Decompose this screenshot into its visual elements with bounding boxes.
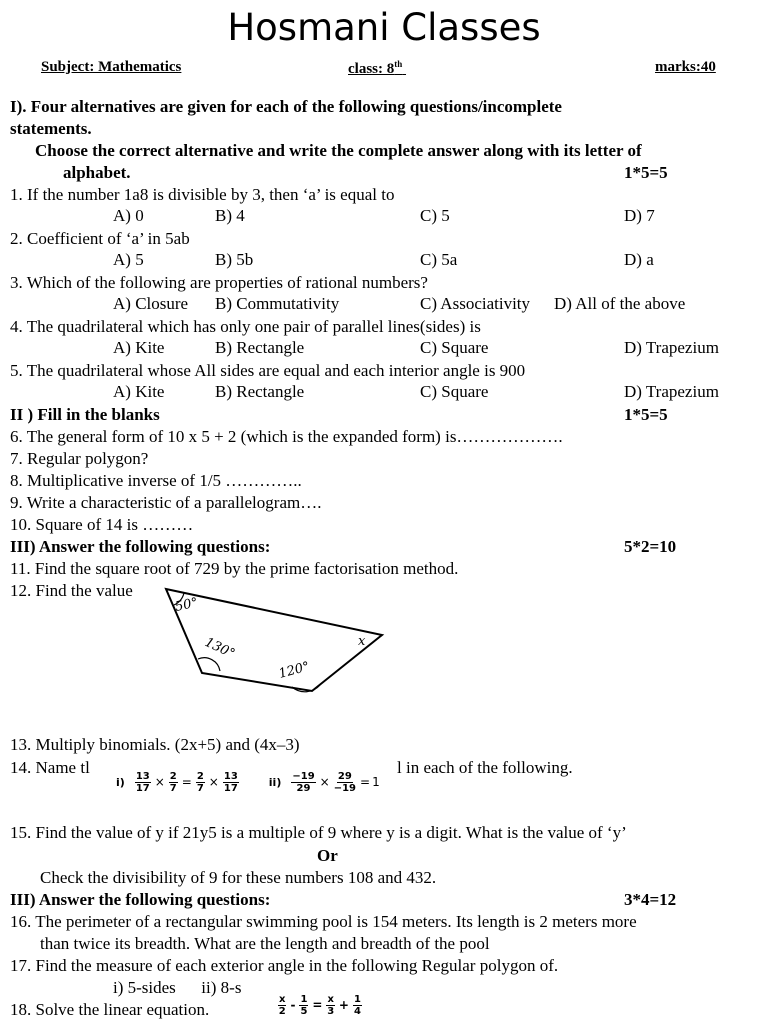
quadrilateral-figure <box>152 583 392 703</box>
q3-option-b: B) Commutativity <box>215 294 340 313</box>
q1-option-c: C) 5 <box>420 206 450 225</box>
q5-option-a: A) Kite <box>113 382 165 401</box>
question-13: 13. Multiply binomials. (2x+5) and (4x–3) <box>10 735 300 754</box>
question-1: 1. If the number 1a8 is divisible by 3, then ‘a’ is equal to <box>10 185 395 204</box>
denominator: 17 <box>223 782 238 794</box>
subject-label: Subject: Mathematics <box>41 59 182 75</box>
numerator: x <box>279 993 286 1005</box>
times-symbol: × <box>208 775 219 789</box>
section1-instruction-line2: alphabet. <box>63 163 131 182</box>
section3-marks: 5*2=10 <box>624 537 677 556</box>
marks-label: marks:40 <box>655 59 716 75</box>
numerator: 1 <box>353 993 361 1005</box>
section1-heading-line2: statements. <box>10 119 92 138</box>
fill-blank-6: 6. The general form of 10 x 5 + 2 (which is the expanded form) is………………. <box>10 427 563 446</box>
question-12: 12. Find the value <box>10 581 133 600</box>
fraction <box>278 994 286 1017</box>
q14-expression <box>116 765 386 799</box>
numerator: x <box>327 993 334 1005</box>
question-16-line2: than twice its breadth. What are the length and breadth of the pool <box>40 934 490 953</box>
question-16-line1: 16. The perimeter of a rectangular swimming pool is 154 meters. Its length is 2 meters more <box>10 912 637 931</box>
q1-option-d: D) 7 <box>624 206 655 225</box>
fraction <box>326 994 334 1017</box>
numerator: 29 <box>337 770 352 782</box>
question-17-options: i) 5-sides ii) 8-s <box>113 978 242 997</box>
q5-option-d: D) Trapezium <box>624 382 719 401</box>
q4-option-b: B) Rectangle <box>215 338 305 357</box>
question-18: 18. Solve the linear equation. <box>10 1000 210 1019</box>
q3-option-a: A) Closure <box>113 294 189 313</box>
fraction <box>334 771 356 794</box>
section1-instruction-line1: Choose the correct alternative and write the complete answer along with its letter of <box>35 141 642 160</box>
fill-blank-8: 8. Multiplicative inverse of 1/5 ………….. <box>10 471 302 490</box>
q14-part-i-label: i) <box>116 775 125 789</box>
q3-option-d: D) All of the above <box>554 294 686 313</box>
denominator: 7 <box>169 782 177 794</box>
question-14-end: l in each of the following. <box>397 758 573 777</box>
fill-blank-7: 7. Regular polygon? <box>10 449 149 468</box>
q2-option-b: B) 5b <box>215 250 254 269</box>
fraction <box>135 771 151 794</box>
times-symbol: × <box>319 775 330 789</box>
fraction <box>299 994 308 1017</box>
q5-option-b: B) Rectangle <box>215 382 305 401</box>
q1-option-b: B) 4 <box>215 206 245 225</box>
q4-option-c: C) Square <box>420 338 489 357</box>
plus-symbol: + <box>338 998 349 1012</box>
q18-expression <box>272 988 368 1022</box>
angle-130-label: 130° <box>202 635 238 662</box>
minus-symbol: - <box>290 998 296 1012</box>
question-14-start: 14. Name tl <box>10 758 90 777</box>
denominator: 5 <box>300 1005 308 1017</box>
numerator: 2 <box>196 770 204 782</box>
section1-marks: 1*5=5 <box>624 163 668 182</box>
equals-symbol: = <box>181 775 192 789</box>
q4-option-a: A) Kite <box>113 338 165 357</box>
denominator: 2 <box>278 1005 286 1017</box>
question-2: 2. Coefficient of ‘a’ in 5ab <box>10 229 190 248</box>
question-15: 15. Find the value of y if 21y5 is a multiple of 9 where y is a digit. What is the value of ‘y’ <box>10 823 627 842</box>
class-text: class: 8 <box>348 61 395 77</box>
angle-x-label: x <box>358 634 366 649</box>
question-5: 5. The quadrilateral whose All sides are equal and each interior angle is 900 <box>10 361 526 380</box>
q14-part-ii-label: ii) <box>268 775 282 789</box>
question-11: 11. Find the square root of 729 by the prime factorisation method. <box>10 559 459 578</box>
q2-option-d: D) a <box>624 250 654 269</box>
equals-symbol: = <box>312 998 323 1012</box>
q2-option-c: C) 5a <box>420 250 458 269</box>
fraction <box>353 994 362 1017</box>
q14-ii-result: 1 <box>372 775 380 789</box>
fraction <box>291 771 315 794</box>
question-15-alternative: Check the divisibility of 9 for these numbers 108 and 432. <box>40 868 437 887</box>
fraction <box>169 771 178 794</box>
class-label <box>348 59 406 78</box>
equals-symbol: = <box>360 775 371 789</box>
q5-option-c: C) Square <box>420 382 489 401</box>
question-4: 4. The quadrilateral which has only one pair of parallel lines(sides) is <box>10 317 481 336</box>
section2-marks: 1*5=5 <box>624 405 668 424</box>
denominator: 17 <box>135 782 150 794</box>
numerator: 13 <box>135 770 150 782</box>
q1-option-a: A) 0 <box>113 206 144 225</box>
denominator: 3 <box>327 1005 335 1017</box>
section1-heading-line1: I). Four alternatives are given for each of the following questions/incomplete <box>10 97 562 116</box>
fill-blank-10: 10. Square of 14 is ……… <box>10 515 194 534</box>
section2-heading: II ) Fill in the blanks <box>10 405 160 424</box>
denominator: −19 <box>333 782 357 794</box>
section4-heading: III) Answer the following questions: <box>10 890 271 909</box>
numerator: 13 <box>223 770 238 782</box>
denominator: 7 <box>196 782 204 794</box>
denominator: 29 <box>296 782 311 794</box>
class-superscript: th <box>394 59 403 69</box>
question-3: 3. Which of the following are properties of rational numbers? <box>10 273 428 292</box>
numerator: −19 <box>292 770 315 782</box>
angle-120-label: 120° <box>277 659 312 682</box>
angle-50-label: 50° <box>173 595 200 615</box>
q3-option-c: C) Associativity <box>420 294 531 313</box>
denominator: 4 <box>353 1005 361 1017</box>
fraction <box>196 771 205 794</box>
or-separator: Or <box>317 846 338 865</box>
q4-option-d: D) Trapezium <box>624 338 719 357</box>
q2-option-a: A) 5 <box>113 250 144 269</box>
times-symbol: × <box>154 775 165 789</box>
fill-blank-9: 9. Write a characteristic of a parallelogram…. <box>10 493 322 512</box>
fraction <box>223 771 239 794</box>
numerator: 2 <box>169 770 177 782</box>
section4-marks: 3*4=12 <box>624 890 677 909</box>
question-17: 17. Find the measure of each exterior angle in the following Regular polygon of. <box>10 956 559 975</box>
page-title: Hosmani Classes <box>227 6 541 49</box>
section3-heading: III) Answer the following questions: <box>10 537 271 556</box>
numerator: 1 <box>300 993 308 1005</box>
